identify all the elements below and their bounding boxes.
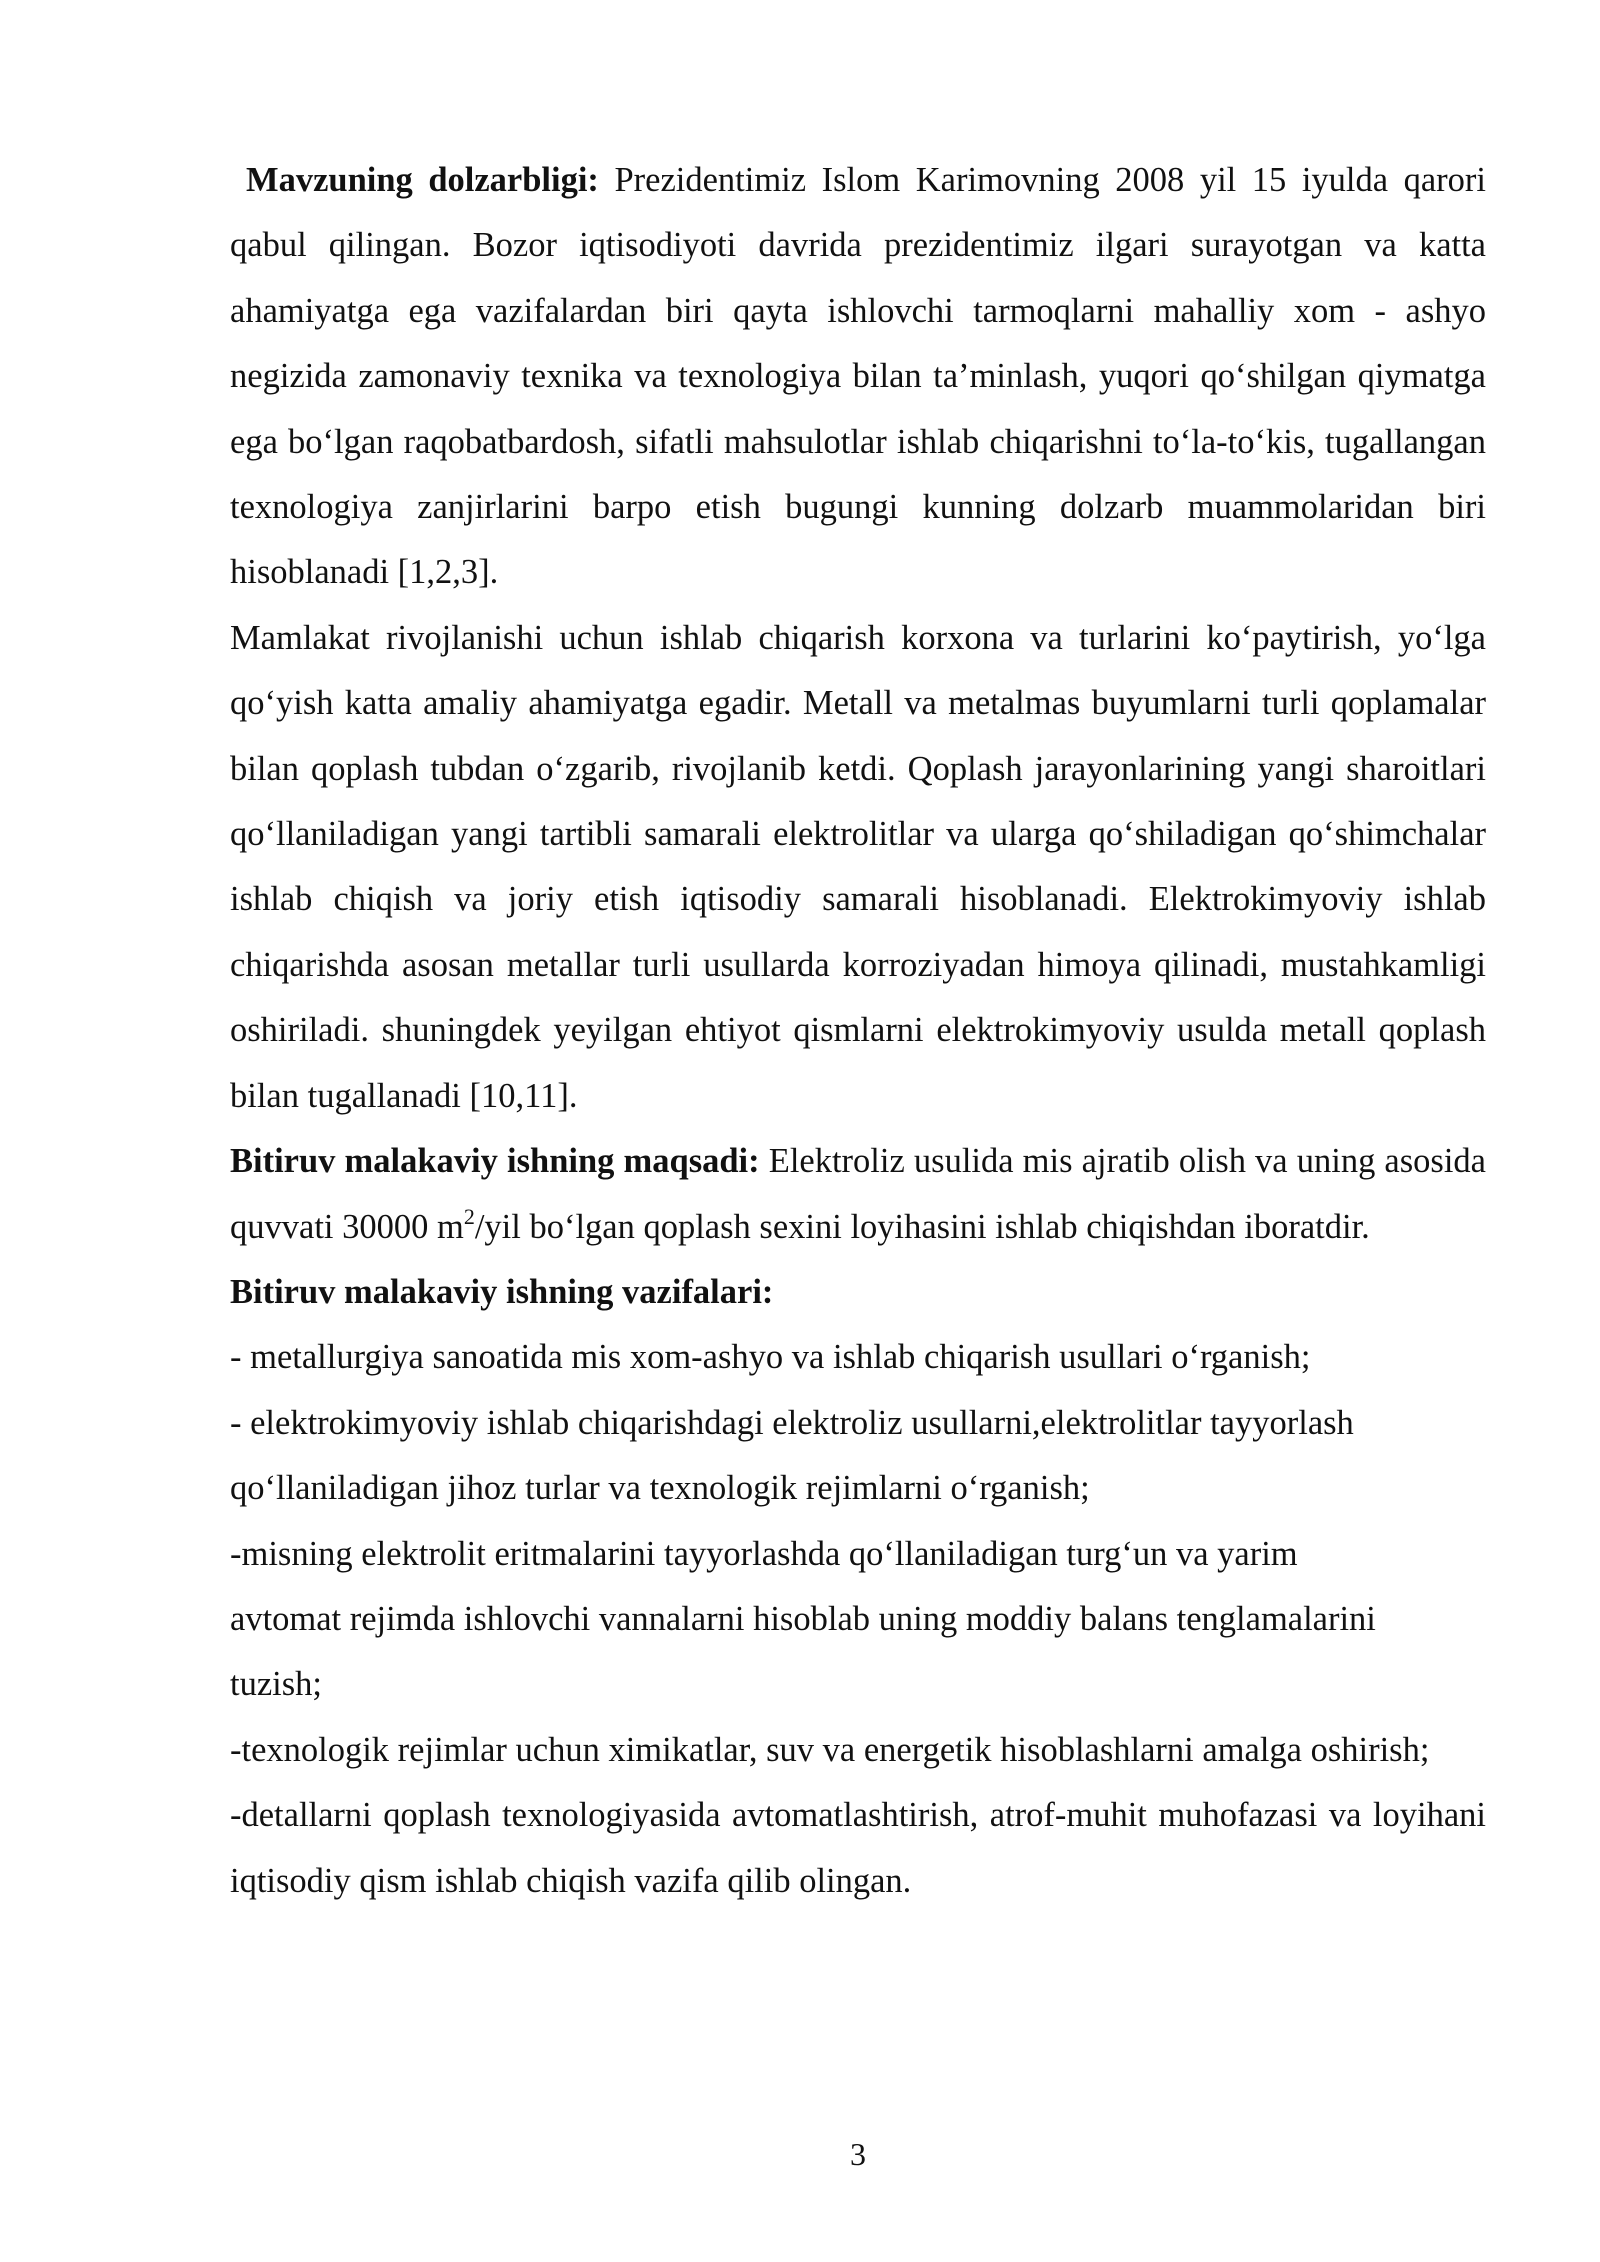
- tasks-heading: Bitiruv malakaviy ishning vazifalari:: [230, 1272, 774, 1311]
- task-item: -texnologik rejimlar uchun ximikatlar, suv va energetik hisoblashlarni amalga oshirish;: [230, 1730, 1430, 1769]
- document-page: [230, 148, 1486, 1914]
- task-item: -detallarni qoplash texnologiyasida avtomatlashtirish, atrof-muhit muhofazasi va loyihani iqtisodiy qism ishlab chiqish vazifa qilib olingan.: [230, 1796, 1486, 1900]
- goal-text-before-unit: Elektroliz usulida mis ajratib olish va uning asosida quvvati 30000 m: [230, 1142, 1486, 1246]
- goal-heading: Bitiruv malakaviy ishning maqsadi:: [230, 1142, 760, 1181]
- task-item: -misning elektrolit eritmalarini tayyorlashda qo‘llaniladigan turg‘un va yarim avtomat rejimda ishlovchi vannalarni hisoblab uning moddiy balans tenglamalarini tuzish;: [230, 1534, 1376, 1704]
- unit-superscript: 2: [463, 1203, 475, 1229]
- task-item: - elektrokimyoviy ishlab chiqarishdagi elektroliz usullarni,elektrolitlar tayyorlash qo‘llaniladigan jihoz turlar va texnologik rejimlarni o‘rganish;: [230, 1403, 1354, 1508]
- goal-paragraph: [230, 1129, 1486, 1260]
- task-item: - metallurgiya sanoatida mis xom-ashyo va ishlab chiqarish usullari o‘rganish;: [230, 1338, 1311, 1377]
- development-paragraph: Mamlakat rivojlanishi uchun ishlab chiqarish korxona va turlarini ko‘paytirish, yo‘lga qo‘yish katta amaliy ahamiyatga egadir. Metall va metalmas buyumlarni turli qoplamalar bilan qoplash tubdan o‘zgarib, rivojlanib ketdi. Qoplash jarayonlarining yangi sharoitlari qo‘llaniladigan yangi tartibli samarali elektrolitlar va ularga qo‘shiladigan qo‘shimchalar ishlab chiqish va joriy etish iqtisodiy samarali hisoblanadi. Elektrokimyoviy ishlab chiqarishda asosan metallar turli usullarda korroziyadan himoya qilinadi, mustahkamligi oshiriladi. shuningdek yeyilgan ehtiyot qismlarni elektrokimyoviy usulda metall qoplash bilan tugallanadi [10,11].: [230, 618, 1486, 1115]
- tasks-heading-paragraph: [230, 1260, 1486, 1325]
- goal-text-after-unit: /yil bo‘lgan qoplash sexini loyihasini ishlab chiqishdan iboratdir.: [474, 1207, 1370, 1246]
- relevance-text: Prezidentimiz Islom Karimovning 2008 yil 15 iyulda qarori qabul qilingan. Bozor iqtisodiyoti davrida prezidentimiz ilgari surayotgan va katta ahamiyatga ega vazifalardan biri qayta ishlovchi tarmoqlarni mahalliy xom - ashyo negizida zamonaviy texnika va texnologiya bilan ta’minlash, yuqori qo‘shilgan qiymatga ega bo‘lgan raqobatbardosh, sifatli mahsulotlar ishlab chiqarishni to‘la-to‘kis, tugallangan texnologiya zanjirlarini barpo etish bugungi kunning dolzarb muammolaridan biri hisoblanadi [1,2,3].: [230, 161, 1486, 592]
- relevance-heading: Mavzuning dolzarbligi:: [246, 161, 599, 199]
- page-number: 3: [850, 2136, 866, 2172]
- relevance-paragraph: [230, 148, 1486, 606]
